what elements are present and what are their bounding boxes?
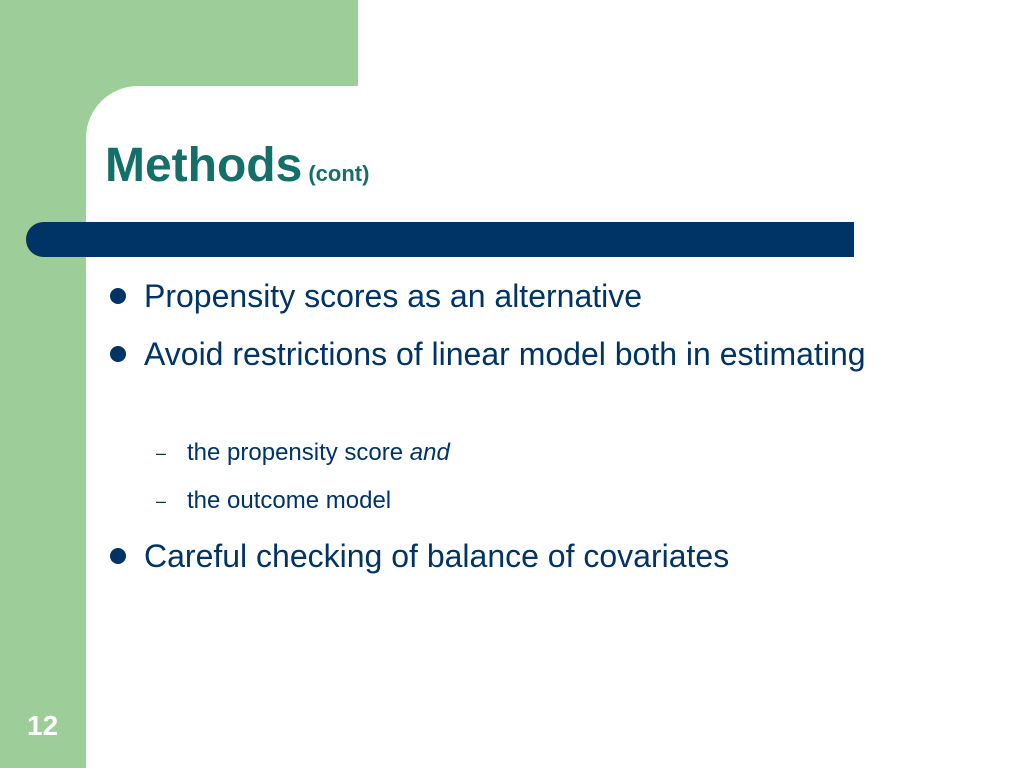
title-text: Methods bbox=[105, 139, 303, 192]
sub-bullet-text: the outcome model bbox=[187, 487, 392, 514]
bullet-item bbox=[144, 332, 904, 376]
bullet-dot-icon bbox=[110, 548, 126, 564]
bullet-dot-icon bbox=[110, 288, 126, 304]
bullet-text: Avoid restrictions of linear model both in estimating bbox=[144, 336, 866, 372]
sub-bullet-emphasis: and bbox=[409, 439, 450, 466]
dash-icon: – bbox=[156, 443, 167, 463]
bullet-text: Propensity scores as an alternative bbox=[144, 278, 643, 314]
bullet-text: Careful checking of balance of covariates bbox=[144, 538, 730, 574]
bullet-dot-icon bbox=[110, 346, 126, 362]
dash-icon: – bbox=[156, 491, 167, 511]
sub-bullet-text: the propensity score bbox=[187, 439, 410, 466]
sub-bullet-item bbox=[156, 485, 887, 517]
sub-bullet-item bbox=[156, 437, 887, 469]
bullet-item bbox=[144, 274, 904, 318]
bullet-item bbox=[144, 534, 904, 578]
page-number: 12 bbox=[27, 710, 59, 741]
title-suffix: (cont) bbox=[308, 161, 370, 186]
